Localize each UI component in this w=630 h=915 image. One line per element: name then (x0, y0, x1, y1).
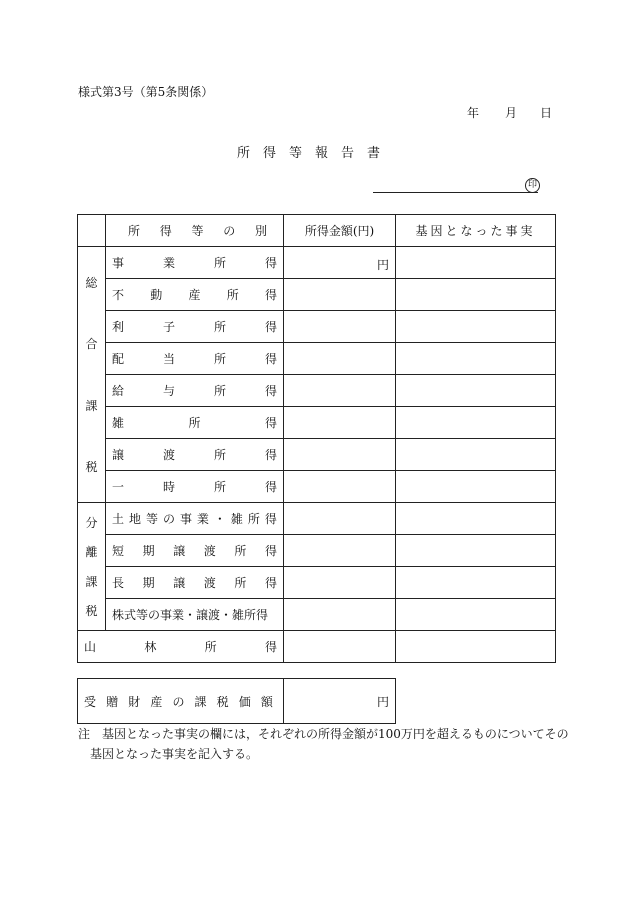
label-char: 所 (128, 224, 141, 238)
label-char: 得 (264, 576, 277, 590)
label-char: 期 (142, 544, 155, 558)
label-char: 短 (112, 544, 125, 558)
table-row (78, 535, 556, 567)
group-label (78, 252, 105, 498)
category-cell (106, 375, 284, 407)
label-char: 子 (162, 320, 175, 334)
label-char: 得 (159, 224, 172, 238)
table-row (78, 247, 556, 279)
category-cell (106, 599, 284, 631)
category-cell (106, 311, 284, 343)
label-char: 一 (112, 480, 125, 494)
label-char: の (172, 694, 185, 709)
footnote (78, 724, 569, 764)
label-char: 所 (247, 512, 260, 526)
form-number-label: 様式第3号（第5条関係） (78, 85, 214, 99)
label-char: 山 (84, 640, 97, 654)
label-char: 受 (84, 694, 97, 709)
label-char: 税 (216, 694, 229, 709)
label-char: 業 (196, 512, 209, 526)
basis-cell[interactable] (396, 375, 556, 407)
category-label (106, 478, 283, 495)
basis-cell[interactable] (396, 471, 556, 503)
category-label (106, 414, 283, 431)
gift-valuation-label-text (78, 693, 283, 710)
amount-cell[interactable] (284, 311, 396, 343)
label-char: ・ (213, 512, 226, 526)
group-label-cell (78, 503, 106, 631)
label-char: 渡 (162, 448, 175, 462)
label-char: 譲 (173, 576, 186, 590)
category-label (106, 254, 283, 271)
group-label-char: 離 (85, 545, 98, 560)
label-char: 得 (264, 384, 277, 398)
group-label-char: 課 (85, 398, 98, 413)
label-char: 所 (234, 576, 247, 590)
label-char: 当 (162, 352, 175, 366)
label-char: 所 (213, 352, 226, 366)
category-cell (106, 279, 284, 311)
basis-cell[interactable] (396, 535, 556, 567)
label-char: 与 (162, 384, 175, 398)
label-char: の (223, 224, 236, 238)
category-cell (106, 247, 284, 279)
label-char: 得 (264, 320, 277, 334)
amount-cell[interactable] (284, 567, 396, 599)
table-row (78, 471, 556, 503)
category-label (106, 382, 283, 399)
table-row (78, 279, 556, 311)
label-char: 得 (264, 448, 277, 462)
label-char: 得 (264, 640, 277, 654)
category-label (106, 542, 283, 559)
basis-cell[interactable] (396, 503, 556, 535)
basis-cell[interactable] (396, 247, 556, 279)
label-char: 別 (254, 224, 267, 238)
label-char: 所 (234, 544, 247, 558)
category-label (106, 350, 283, 367)
forest-income-label-cell (78, 631, 284, 663)
group-label-char: 税 (85, 604, 98, 619)
label-char: 譲 (173, 544, 186, 558)
table-row (78, 503, 556, 535)
header-category-text (106, 222, 283, 239)
gift-yen-unit: 円 (376, 694, 389, 709)
footnote-line-2: 基因となった事実を記入する。 (90, 747, 259, 761)
label-char: 所 (188, 416, 201, 430)
header-basis (396, 215, 556, 247)
label-char: 林 (144, 640, 157, 654)
header-blank-cell (78, 215, 106, 247)
label-char: 得 (264, 416, 277, 430)
category-label (106, 510, 283, 527)
category-label (106, 446, 283, 463)
category-label (106, 606, 283, 623)
label-char: 額 (260, 694, 273, 709)
amount-cell[interactable] (284, 535, 396, 567)
label-char: 得 (264, 352, 277, 366)
amount-cell[interactable] (284, 279, 396, 311)
label-char: 得 (264, 480, 277, 494)
document-title: 所得等報告書 (236, 146, 393, 161)
label-char: 所 (213, 320, 226, 334)
amount-cell[interactable] (284, 407, 396, 439)
label-char: 財 (128, 694, 141, 709)
basis-cell[interactable] (396, 343, 556, 375)
basis-cell[interactable] (396, 631, 556, 663)
label-char: 雑 (230, 512, 243, 526)
basis-cell[interactable] (396, 599, 556, 631)
date-year-label: 年 (467, 106, 480, 120)
label-char: 所 (226, 288, 239, 302)
gift-valuation-table (77, 678, 396, 724)
table-row (78, 599, 556, 631)
basis-cell[interactable] (396, 279, 556, 311)
label-char: 所 (204, 640, 217, 654)
label-char: 価 (238, 694, 251, 709)
amount-cell[interactable] (284, 343, 396, 375)
group-label-char: 総 (85, 275, 98, 290)
label-char: 配 (112, 352, 125, 366)
category-cell (106, 407, 284, 439)
table-row-forest-income (78, 631, 556, 663)
table-row (78, 311, 556, 343)
label-char: 得 (264, 256, 277, 270)
group-label-cell (78, 247, 106, 503)
table-row (78, 407, 556, 439)
income-report-table (77, 214, 556, 663)
label-char: 所 (213, 448, 226, 462)
amount-cell[interactable] (284, 439, 396, 471)
label-char: 得 (264, 512, 277, 526)
header-category (106, 215, 284, 247)
label-char: 地 (128, 512, 141, 526)
gift-valuation-amount-cell[interactable] (284, 679, 396, 724)
label-char: 動 (150, 288, 163, 302)
basis-cell[interactable] (396, 311, 556, 343)
table-row (78, 567, 556, 599)
label-char: 事 (112, 256, 125, 270)
group-label-char: 課 (85, 574, 98, 589)
label-char: 給 (112, 384, 125, 398)
header-amount: 所得金額(円) (284, 215, 396, 247)
footnote-line-1: 注 基因となった事実の欄には，それぞれの所得金額が100万円を超えるものについてその (78, 727, 569, 741)
name-signature-line[interactable] (373, 192, 538, 193)
forest-income-label (78, 638, 283, 655)
amount-cell[interactable] (284, 471, 396, 503)
label-char: 産 (188, 288, 201, 302)
group-label (78, 508, 105, 626)
header-basis-text: 基因となった事実 (415, 224, 536, 238)
label-char: 得 (264, 288, 277, 302)
category-cell (106, 567, 284, 599)
basis-cell[interactable] (396, 407, 556, 439)
amount-cell[interactable] (284, 247, 396, 279)
label-char: 渡 (203, 544, 216, 558)
amount-cell[interactable] (284, 631, 396, 663)
label-char: 産 (150, 694, 163, 709)
category-label (106, 318, 283, 335)
amount-cell[interactable] (284, 375, 396, 407)
label-char: 贈 (106, 694, 119, 709)
label-char: 得 (264, 544, 277, 558)
label-char: 所 (213, 256, 226, 270)
category-cell (106, 535, 284, 567)
category-label (106, 574, 283, 591)
label-char: 長 (112, 576, 125, 590)
label-char: 譲 (112, 448, 125, 462)
label-char: 所 (213, 384, 226, 398)
label-char: 不 (112, 288, 125, 302)
label-char: 事 (179, 512, 192, 526)
label-char: 時 (162, 480, 175, 494)
label-char: 等 (145, 512, 158, 526)
group-label-char: 合 (85, 337, 98, 352)
category-label (106, 286, 283, 303)
label-char: 等 (191, 224, 204, 238)
group-label-char: 分 (85, 515, 98, 530)
label-char: 期 (142, 576, 155, 590)
gift-valuation-label (78, 679, 284, 724)
amount-cell[interactable] (284, 599, 396, 631)
table-row (78, 375, 556, 407)
label-char: 渡 (203, 576, 216, 590)
table-row (78, 439, 556, 471)
amount-cell[interactable] (284, 503, 396, 535)
date-month-label: 月 (505, 106, 518, 120)
category-cell (106, 471, 284, 503)
seal-mark-icon: 印 (525, 178, 540, 193)
basis-cell[interactable] (396, 567, 556, 599)
label-char: 雑 (112, 416, 125, 430)
group-label-char: 税 (85, 460, 98, 475)
label-char: 株式等の事業・譲渡・雑所得 (112, 608, 269, 622)
yen-unit: 円 (376, 258, 389, 272)
table-header-row (78, 215, 556, 247)
basis-cell[interactable] (396, 439, 556, 471)
label-char: 所 (213, 480, 226, 494)
label-char: 課 (194, 694, 207, 709)
label-char: の (162, 512, 175, 526)
date-day-label: 日 (540, 106, 553, 120)
label-char: 利 (112, 320, 125, 334)
category-cell (106, 503, 284, 535)
category-cell (106, 439, 284, 471)
category-cell (106, 343, 284, 375)
label-char: 土 (112, 512, 125, 526)
table-row (78, 343, 556, 375)
label-char: 業 (162, 256, 175, 270)
